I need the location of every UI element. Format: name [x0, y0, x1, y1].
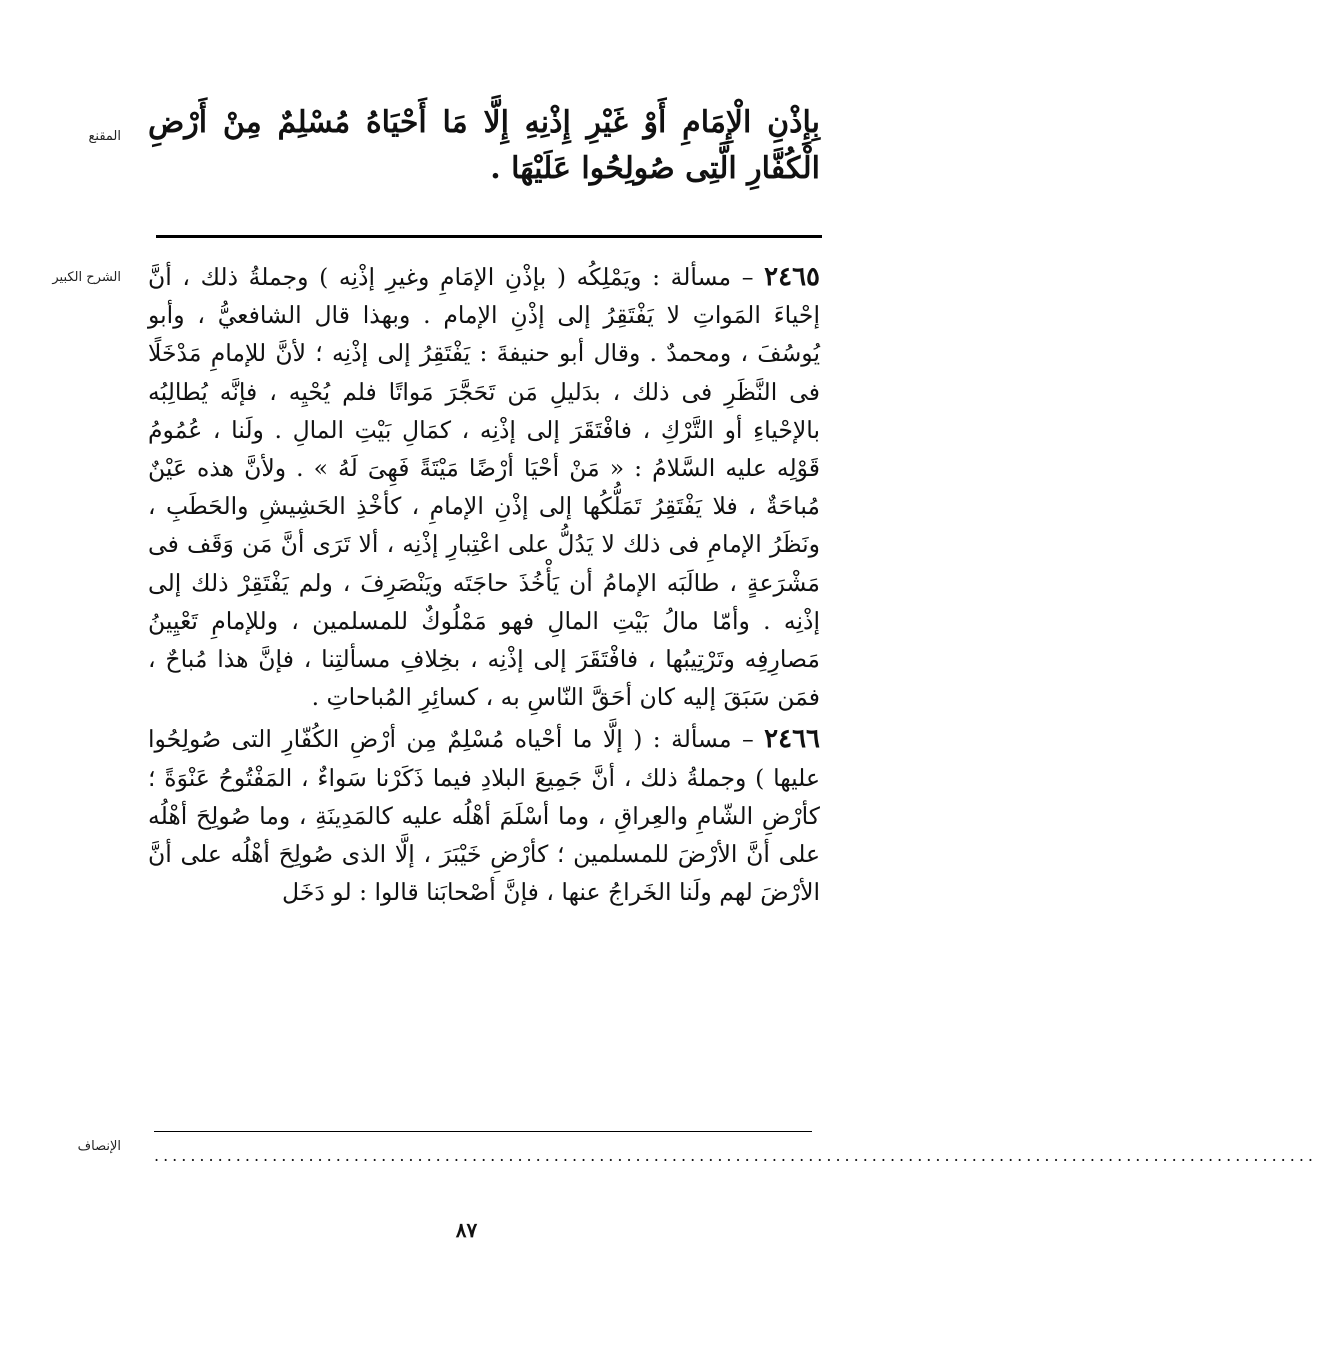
insaf-divider: [154, 1131, 812, 1132]
sharh-text-block: [148, 258, 820, 911]
masala-2465-number: ٢٤٦٥: [764, 262, 820, 292]
sharh-kabir-side-label: الشرح الكبير: [52, 270, 121, 285]
page-number: ٨٧: [455, 1218, 478, 1242]
insaf-side-label: الإنصاف: [77, 1139, 121, 1154]
masala-2465-text: – مسألة : ويَمْلِكُه ( بإذْنِ الإمَامِ وغيرِ إذْنِه ) وجملةُ ذلك ، أنَّ إحْياءَ المَواتِ لا يَفْتَقِرُ إلى إذْنِ الإمام . وبهذا قال الشافعيُّ ، وأبو يُوسُفَ ، ومحمدٌ . وقال أبو حنيفةَ : يَفْتَقِرُ إلى إذْنِه ؛ لأنَّ للإمامِ مَدْخَلًا فى النَّظَرِ فى ذلك ، بدَليلِ مَن تَحَجَّرَ مَواتًا فلم يُحْيِه ، فإنَّه يُطالِبُه بالإحْياءِ أو التَّرْكِ ، فافْتَقَرَ إلى إذْنِه ، كمَالِ بَيْتِ المالِ . ولَنا ، عُمُومُ قَوْلِه عليه السَّلامُ : « مَنْ أحْيَا أرْضًا مَيْتَةً فَهِىَ لَهُ » . ولأنَّ هذه عَيْنٌ مُباحَةٌ ، فلا يَفْتَقِرُ تَمَلُّكُها إلى إذْنِ الإمامِ ، كأخْذِ الحَشِيشِ والحَطَبِ ، ونَظَرُ الإمامِ فى ذلك لا يَدُلُّ على اعْتِبارِ إذْنِه ، ألا تَرَى أنَّ مَن وَقَف فى مَشْرَعةٍ ، طالَبَه الإمامُ أن يَأْخُذَ حاجَتَه ويَنْصَرِفَ ، ولم يَفْتَقِرْ ذلك إلى إذْنِه . وأمّا مالُ بَيْتِ المالِ فهو مَمْلُوكٌ للمسلمين ، وللإمامِ تَعْيِينُ مَصارِفِه وتَرْتِيبُها ، فافْتَقَرَ إلى إذْنِه ، بخِلافِ مسألتِنا ، فإنَّ هذا مُباحٌ ، فمَن سَبَقَ إليه كان أحَقَّ النّاسِ به ، كسائِرِ المُباحاتِ .: [148, 263, 820, 712]
masala-2465-paragraph: [148, 258, 820, 716]
section-divider: [156, 235, 822, 238]
masala-2466-number: ٢٤٦٦: [764, 724, 820, 755]
masala-2466-text: – مسألة : ( إلَّا ما أحْياه مُسْلِمٌ مِن أرْضِ الكُفّارِ التى صُولِحُوا عليها ) وجملةُ ذلك ، أنَّ جَمِيعَ البلادِ فيما ذَكَرْنا سَواءٌ ، المَفْتُوحُ عَنْوَةً ؛ كأرْضِ الشّامِ والعِراقِ ، وما أسْلَمَ أهْلُه عليه كالمَدِينَةِ ، وما صُولِحَ أهْلُه على أنَّ الأرْضَ للمسلمين ؛ كأرْضِ خَيْبَرَ ، إلَّا الذى صُولِحَ أهْلُه على أنَّ الأرْضَ لهم ولَنا الخَراجُ عنها ، فإنَّ أصْحابَنا قالوا : لو دَخَل: [148, 725, 820, 907]
muqni-text: بِإِذْنِ الْإِمَامِ أَوْ غَيْرِ إِذْنِهِ إِلَّا مَا أَحْيَاهُ مُسْلِمٌ مِنْ أَرْضِ الْكُفَّارِ الَّتِى صُولِحُوا عَلَيْهَا .: [148, 105, 820, 186]
muqni-text-block: [148, 100, 820, 192]
masala-2466-paragraph: [148, 720, 820, 911]
insaf-dotted-line: ................................................................................................................................: [154, 1146, 1317, 1165]
muqni-side-label: المقنع: [88, 129, 121, 144]
